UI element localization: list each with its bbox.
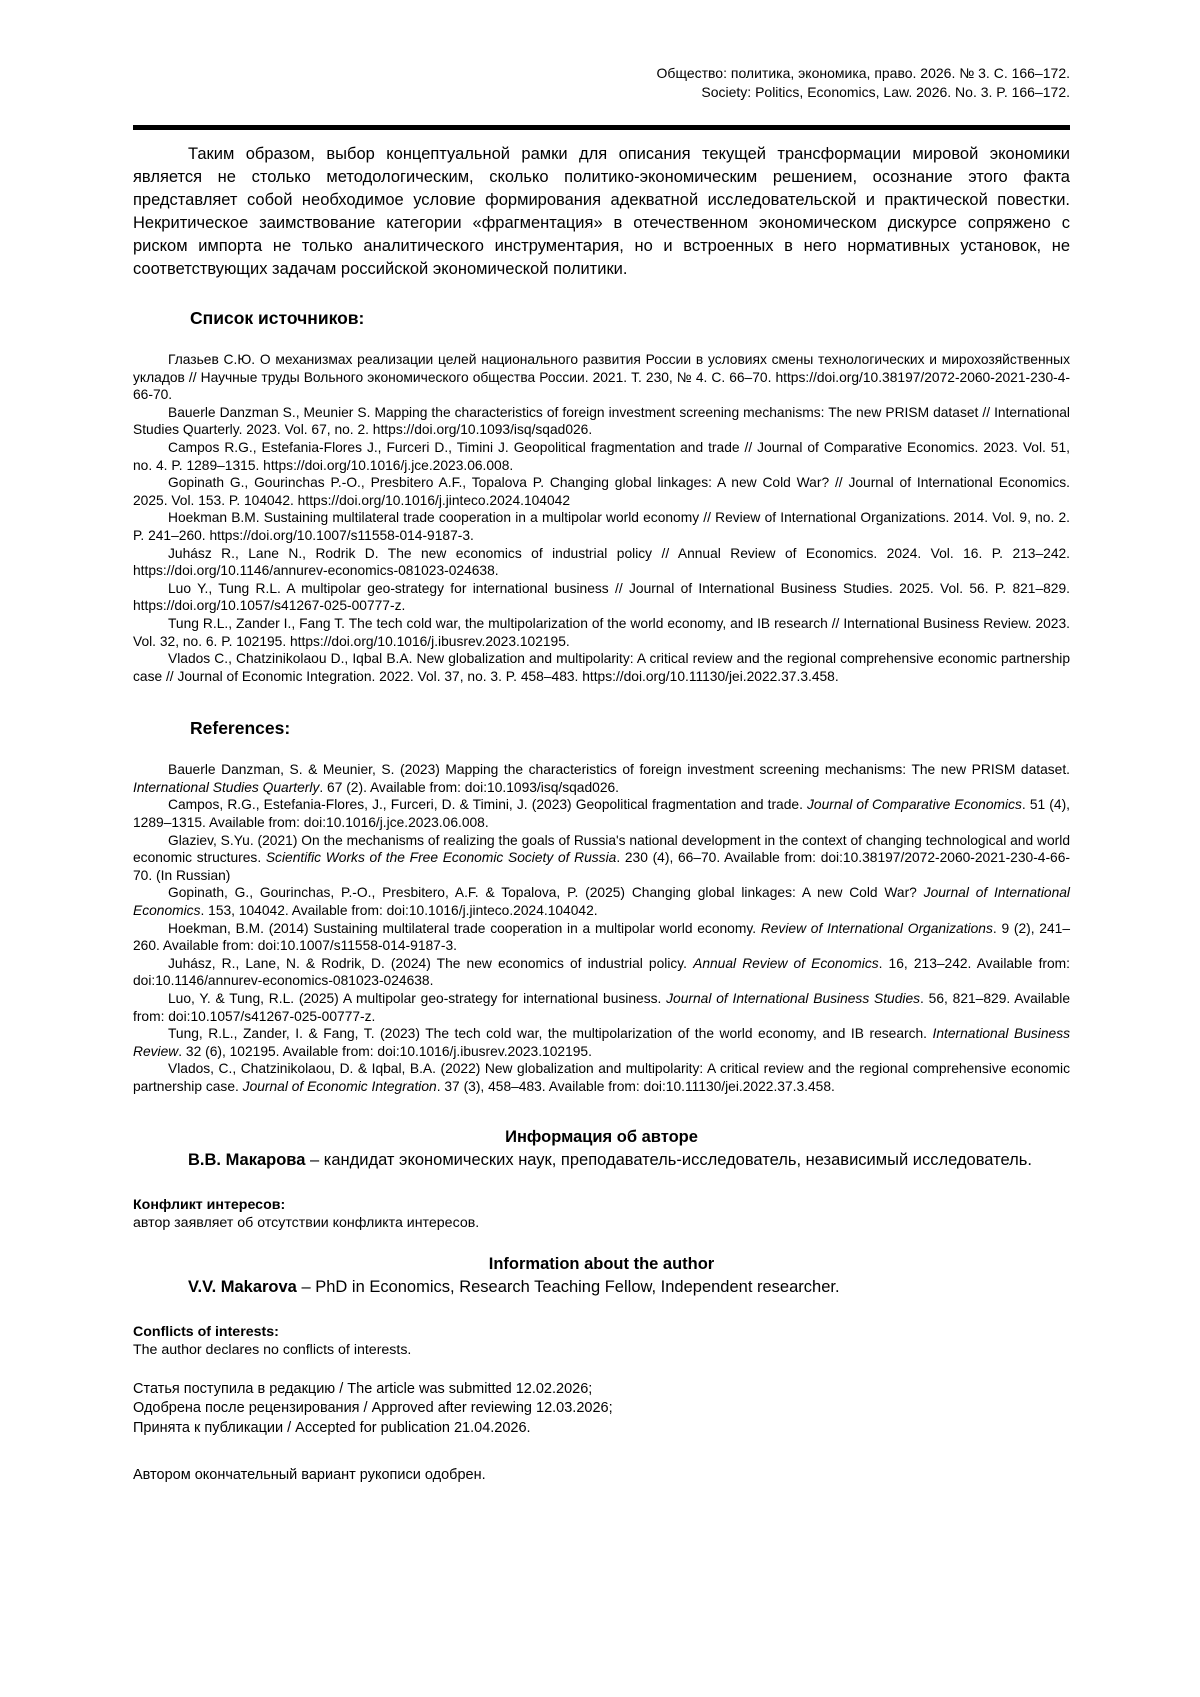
reference-text: . 16, 213–242. Available from: doi:10.1146/annurev-economics-081023-024638. [133,955,1071,989]
reference-text: . 32 (6), 102195. Available from: doi:10.1016/j.ibusrev.2023.102195. [178,1043,592,1059]
article-dates [133,1380,1070,1439]
reference-text: Juhász, R., Lane, N. & Rodrik, D. (2024) The new economics of industrial policy. [168,955,694,971]
author-info-heading-ru: Информация об авторе [505,1127,698,1146]
running-head [133,64,1070,102]
author-degree-en: – PhD in Economics, Research Teaching Fellow, Independent researcher. [296,1277,840,1296]
conflict-text-ru: автор заявляет об отсутствии конфликта интересов. [133,1214,480,1231]
source-item: Bauerle Danzman S., Meunier S. Mapping the characteristics of foreign investment screening mechanisms: The new PRISM dataset // International Studies Quarterly. 2023. Vol. 67, no. 2. https://doi.org/10.1093/isq/sqad026. [133,404,1070,438]
reference-journal-title: Review of International Organizations [760,920,993,936]
reference-text: Glaziev, S.Yu. (2021) On the mechanisms of realizing the goals of Russia's national development in the context of changing technological and world economic structures. [133,832,1070,866]
reference-item [133,796,1070,831]
reference-item [133,920,1070,955]
final-manuscript-note: Автором окончательный вариант рукописи одобрен. [133,1466,486,1483]
reference-text: Campos, R.G., Estefania-Flores, J., Furceri, D. & Timini, J. (2023) Geopolitical fragmentation and trade. [168,797,808,813]
reference-journal-title: International Business Review [133,1026,1070,1059]
author-bio-en [133,1276,1070,1299]
source-item: Campos R.G., Estefania-Flores J., Furceri D., Timini J. Geopolitical fragmentation and trade // Journal of Comparative Economics. 2023. Vol. 51, no. 4. P. 1289–1315. https://doi.org/10.1016/j.jce.2023.06.008. [133,439,1070,473]
author-name-en: V.V. Makarova [188,1277,297,1296]
author-name-ru: В.В. Макарова [188,1150,306,1169]
source-item: Tung R.L., Zander I., Fang T. The tech cold war, the multipolarization of the world economy, and IB research // International Business Review. 2023. Vol. 32, no. 6. P. 102195. https://doi.org/10.1016/j.ibusrev.2023.102195. [133,615,1070,649]
reference-text: Gopinath, G., Gourinchas, P.-O., Presbitero, A.F. & Topalova, P. (2025) Changing global linkages: A new Cold War? [168,885,924,901]
reference-text: . 153, 104042. Available from: doi:10.1016/j.jinteco.2024.104042. [200,903,598,919]
reference-item [133,884,1070,919]
reference-item [133,955,1070,990]
journal-citation-ru: Общество: политика, экономика, право. 2026. № 3. С. 166–172. [656,65,1070,81]
references-list [133,761,1070,1095]
page-content [133,64,1070,1485]
source-item: Luo Y., Tung R.L. A multipolar geo-strategy for international business // Journal of International Business Studies. 2025. Vol. 56. P. 821–829. https://doi.org/10.1057/s41267-025-00777-z. [133,580,1070,614]
reference-text: . 37 (3), 458–483. Available from: doi:10.11130/jei.2022.37.3.458. [436,1078,835,1094]
sources-list [133,351,1070,685]
reference-journal-title: Scientific Works of the Free Economic Society of Russia [265,850,617,866]
conflict-heading-en: Conflicts of interests: [133,1323,279,1340]
conflict-heading-ru: Конфликт интересов: [133,1196,286,1213]
conflict-text-en: The author declares no conflicts of interests. [133,1341,412,1358]
reference-text: . 67 (2). Available from: doi:10.1093/isq/sqad026. [319,779,619,795]
reference-text: . 230 (4), 66–70. Available from: doi:10.38197/2072-2060-2021-230-4-66-70. (In Russian) [133,850,1070,883]
date-accepted: Принята к публикации / Accepted for publication 21.04.2026. [133,1419,531,1436]
date-approved: Одобрена после рецензирования / Approved after reviewing 12.03.2026; [133,1400,613,1417]
reference-item [133,832,1070,885]
author-degree-ru: – кандидат экономических наук, преподаватель-исследователь, независимый исследователь. [305,1150,1032,1169]
closing-paragraph: Таким образом, выбор концептуальной рамки для описания текущей трансформации мировой экономики является не столько методологическим, сколько политико-экономическим решением, осознание этого факта представляет собой необходимое условие формирования адекватной исследовательской и практической повестки. Некритическое заимствование категории «фрагментация» в отечественном экономическом дискурсе сопряжено с риском импорта не только аналитического инструментария, но и встроенных в него нормативных установок, не соответствующих задачам российской экономической политики. [133,145,1070,278]
reference-text: . 9 (2), 241–260. Available from: doi:10.1007/s11558-014-9187-3. [133,920,1071,954]
reference-text: Bauerle Danzman, S. & Meunier, S. (2023) Mapping the characteristics of foreign investment screening mechanisms: The new PRISM dataset. [168,762,1070,778]
reference-text: . 51 (4), 1289–1315. Available from: doi:10.1016/j.jce.2023.06.008. [133,797,1071,831]
sources-heading: Список источников: [190,308,365,328]
reference-journal-title: Journal of Economic Integration [242,1078,437,1094]
source-item: Vlados C., Chatzinikolaou D., Iqbal B.A. New globalization and multipolarity: A critical review and the regional comprehensive economic partnership case // Journal of Economic Integration. 2022. Vol. 37, no. 3. P. 458–483. https://doi.org/10.11130/jei.2022.37.3.458. [133,651,1070,684]
reference-item [133,1060,1070,1095]
author-bio-ru [133,1149,1070,1172]
header-divider-rule [133,125,1070,130]
reference-text: Luo, Y. & Tung, R.L. (2025) A multipolar geo-strategy for international business. [168,991,667,1006]
source-item: Глазьев С.Ю. О механизмах реализации целей национального развития России в условиях смены технологических и мирохозяйственных укладов // Научные труды Вольного экономического общества России. 2021. Т. 230, № 4. С. 66–70. https://doi.org/10.38197/2072-2060-2021-230-4-66-70. [133,352,1070,403]
author-info-heading-en: Information about the author [488,1254,715,1273]
reference-item [133,1025,1070,1060]
date-submitted: Статья поступила в редакцию / The article was submitted 12.02.2026; [133,1380,593,1397]
source-item: Hoekman B.M. Sustaining multilateral trade cooperation in a multipolar world economy // Review of International Organizations. 2014. Vol. 9, no. 2. P. 241–260. https://doi.org/10.1007/s11558-014-9187-3. [133,510,1070,543]
reference-journal-title: Journal of Comparative Economics [807,797,1022,813]
reference-text: Tung, R.L., Zander, I. & Fang, T. (2023) The tech cold war, the multipolarization of the world economy, and IB research. [168,1026,933,1042]
reference-text: Vlados, C., Chatzinikolaou, D. & Iqbal, B.A. (2022) New globalization and multipolarity: A critical review and the regional comprehensive economic partnership case. [133,1061,1070,1094]
journal-citation-en: Society: Politics, Economics, Law. 2026. No. 3. P. 166–172. [701,84,1070,100]
reference-text: . 56, 821–829. Available from: doi:10.1057/s41267-025-00777-z. [133,991,1070,1024]
reference-journal-title: Annual Review of Economics [693,955,879,971]
reference-text: Hoekman, B.M. (2014) Sustaining multilateral trade cooperation in a multipolar world economy. [168,920,761,936]
source-item: Juhász R., Lane N., Rodrik D. The new economics of industrial policy // Annual Review of Economics. 2024. Vol. 16. P. 213–242. https://doi.org/10.1146/annurev-economics-081023-024638. [133,545,1070,579]
reference-journal-title: International Studies Quarterly [133,779,320,795]
reference-item [133,990,1070,1025]
reference-journal-title: Journal of International Business Studies [666,991,921,1006]
reference-item [133,761,1070,796]
references-heading: References: [190,718,291,739]
reference-journal-title: Journal of International Economics [133,885,1070,919]
source-item: Gopinath G., Gourinchas P.-O., Presbitero A.F., Topalova P. Changing global linkages: A new Cold War? // Journal of International Economics. 2025. Vol. 153. P. 104042. https://doi.org/10.1016/j.jinteco.2024.104042 [133,475,1070,508]
